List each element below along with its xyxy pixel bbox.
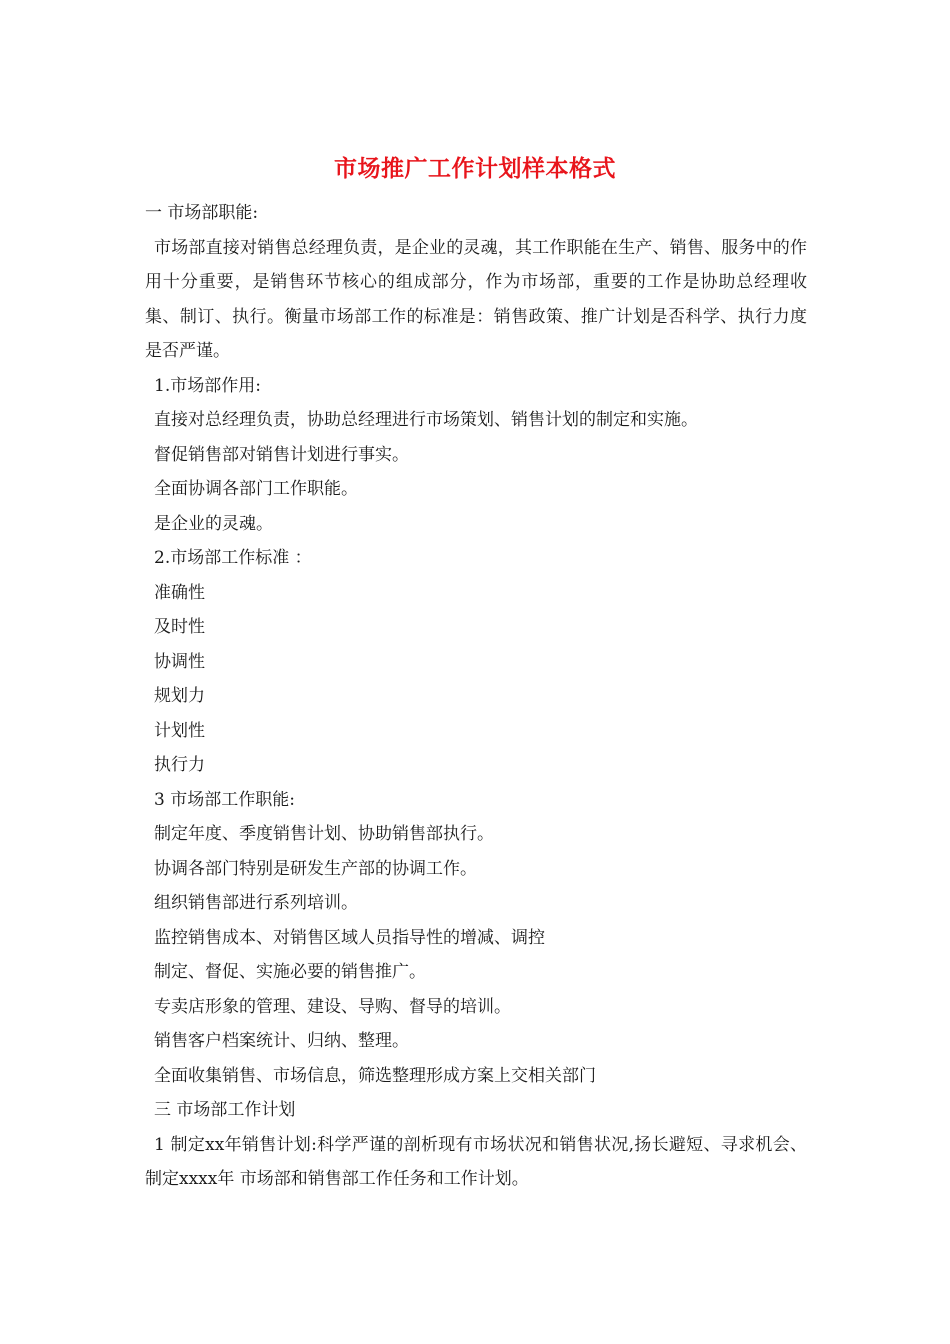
- text-line: 执行力: [154, 755, 205, 775]
- text-line: 是企业的灵魂。: [154, 513, 273, 534]
- text-line: 3 市场部工作职能:: [154, 789, 295, 810]
- text-line: 直接对总经理负责，协助总经理进行市场策划、销售计划的制定和实施。: [154, 410, 698, 430]
- text-line: 监控销售成本、对销售区域人员指导性的增减、调控: [154, 927, 545, 948]
- text-line: 销售客户档案统计、归纳、整理。: [154, 1031, 409, 1051]
- document-title: 市场推广工作计划样本格式: [334, 156, 616, 182]
- text-line: 1.市场部作用:: [154, 375, 261, 396]
- document-body: [145, 196, 807, 1197]
- text-line: 协调性: [154, 651, 205, 672]
- text-line: 督促销售部对销售计划进行事实。: [154, 444, 409, 465]
- text-line: 全面收集销售、市场信息，筛选整理形成方案上交相关部门: [154, 1065, 596, 1086]
- text-line: 制定、督促、实施必要的销售推广。: [154, 962, 426, 982]
- text-line: 准确性: [154, 582, 205, 603]
- paragraph: 市场部直接对销售总经理负责，是企业的灵魂，其工作职能在生产、销售、服务中的作用十分重要，是销售环节核心的组成部分，作为市场部，重要的工作是协助总经理收集、制订、执行。衡量市场部工作的标准是：销售政策、推广计划是否科学、执行力度是否严谨。: [145, 237, 807, 361]
- text-line: 规划力: [154, 686, 205, 706]
- text-line: 组织销售部进行系列培训。: [154, 893, 358, 913]
- text-line: 制定年度、季度销售计划、协助销售部执行。: [154, 824, 494, 844]
- text-line: 专卖店形象的管理、建设、导购、督导的培训。: [154, 996, 511, 1017]
- text-line: 2.市场部工作标准 ：: [154, 548, 312, 568]
- text-line: 计划性: [154, 720, 205, 741]
- paragraph: 1 制定xx年销售计划:科学严谨的剖析现有市场状况和销售状况,扬长避短、寻求机会、制定xxxx年 市场部和销售部工作任务和工作计划。: [145, 1134, 807, 1189]
- text-line: 及时性: [154, 617, 205, 637]
- text-line: 三 市场部工作计划: [154, 1100, 296, 1120]
- text-line: 全面协调各部门工作职能。: [154, 479, 358, 499]
- text-line: 一 市场部职能:: [145, 203, 259, 223]
- text-line: 协调各部门特别是研发生产部的协调工作。: [154, 858, 477, 879]
